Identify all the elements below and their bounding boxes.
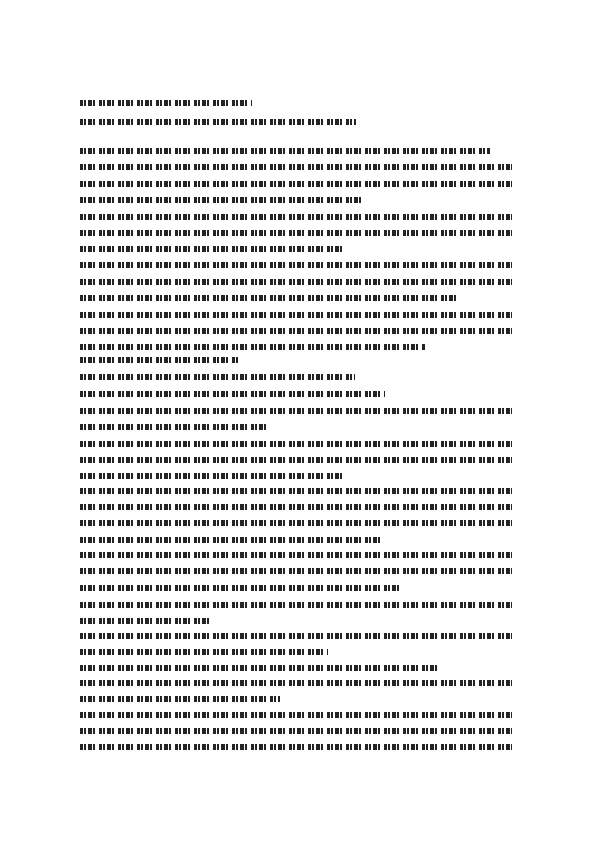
text-line bbox=[80, 568, 512, 574]
text-line bbox=[80, 602, 512, 608]
text-line bbox=[80, 279, 512, 285]
text-line bbox=[80, 408, 512, 414]
text-line bbox=[80, 633, 512, 639]
text-line bbox=[80, 712, 512, 718]
text-line bbox=[80, 585, 400, 591]
text-line bbox=[80, 696, 280, 702]
text-line bbox=[80, 262, 512, 268]
text-line bbox=[80, 441, 512, 447]
text-line bbox=[80, 214, 512, 220]
text-line bbox=[80, 424, 270, 430]
text-line bbox=[80, 618, 210, 624]
text-line bbox=[80, 295, 460, 301]
text-line bbox=[80, 328, 512, 334]
text-line bbox=[80, 680, 512, 686]
text-line bbox=[80, 520, 512, 526]
text-line bbox=[80, 181, 512, 187]
text-line bbox=[80, 488, 512, 494]
text-line bbox=[80, 391, 385, 397]
text-line bbox=[80, 552, 512, 558]
text-line bbox=[80, 728, 512, 734]
text-line bbox=[80, 148, 490, 154]
text-line bbox=[80, 100, 252, 106]
text-line bbox=[80, 312, 512, 318]
text-line bbox=[80, 537, 380, 543]
text-line bbox=[80, 230, 512, 236]
text-line bbox=[80, 357, 240, 363]
text-line bbox=[80, 665, 440, 671]
text-line bbox=[80, 457, 512, 463]
text-line bbox=[80, 164, 512, 170]
text-line bbox=[80, 504, 512, 510]
text-line bbox=[80, 246, 342, 252]
text-line bbox=[80, 649, 328, 655]
text-line bbox=[80, 197, 363, 203]
text-line bbox=[80, 119, 356, 125]
text-line bbox=[80, 374, 355, 380]
text-line bbox=[80, 344, 425, 350]
text-line bbox=[80, 744, 512, 750]
text-line bbox=[80, 473, 345, 479]
